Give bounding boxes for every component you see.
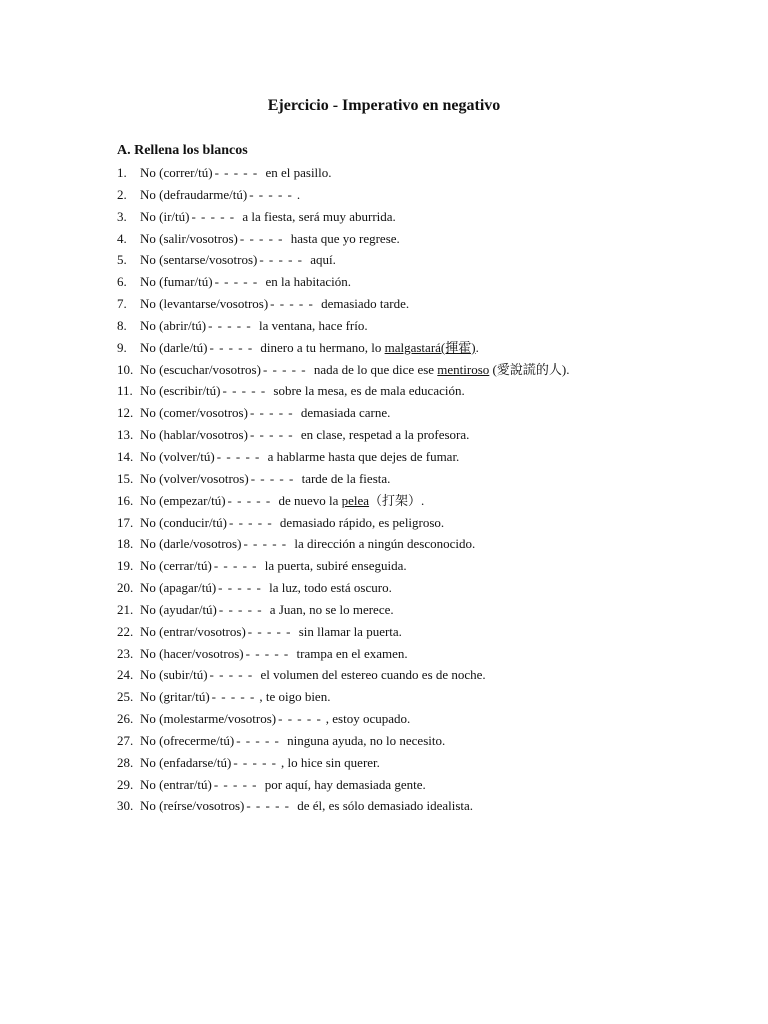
exercise-item — [117, 599, 737, 621]
exercise-continuation: de él, es sólo demasiado idealista. — [294, 798, 474, 814]
exercise-item — [117, 271, 737, 293]
exercise-continuation: ninguna ayuda, no lo necesito. — [283, 732, 446, 748]
exercise-continuation: aquí. — [307, 252, 336, 268]
exercise-continuation: de nuevo la — [275, 492, 342, 508]
exercise-item — [117, 337, 737, 359]
exercise-number: 12. — [117, 405, 134, 421]
exercise-prompt: No (volver/tú) — [140, 448, 215, 464]
exercise-prompt: No (reírse/vosotros) — [140, 798, 245, 814]
exercise-number: 6. — [117, 274, 127, 290]
exercise-item — [117, 533, 737, 555]
exercise-number: 21. — [117, 601, 134, 617]
exercise-prompt: No (salir/vosotros) — [140, 230, 238, 246]
exercise-number: 20. — [117, 580, 134, 596]
exercise-number: 27. — [117, 732, 134, 748]
fill-in-blank: - - - - - — [222, 383, 267, 399]
exercise-number: 17. — [117, 514, 134, 530]
exercise-item — [117, 228, 737, 250]
exercise-item — [117, 446, 737, 468]
fill-in-blank: - - - - - — [259, 252, 303, 268]
exercise-prompt: No (volver/vosotros) — [140, 470, 249, 486]
exercise-item — [117, 402, 737, 424]
exercise-item — [117, 774, 737, 796]
exercise-continuation: el volumen del estereo cuando es de noche. — [257, 667, 486, 683]
exercise-item — [117, 206, 737, 228]
exercise-prompt: No (molestarme/vosotros) — [140, 711, 277, 727]
exercise-list — [117, 162, 737, 817]
fill-in-blank: - - - - - — [247, 623, 292, 639]
exercise-prompt: No (ayudar/tú) — [140, 601, 217, 617]
exercise-number: 24. — [117, 667, 134, 683]
fill-in-blank: - - - - - — [218, 580, 262, 596]
exercise-continuation: en la habitación. — [262, 274, 352, 290]
exercise-number: 2. — [117, 186, 127, 202]
exercise-item — [117, 162, 737, 184]
exercise-prompt: No (comer/vosotros) — [140, 405, 248, 421]
exercise-continuation: . — [296, 186, 301, 202]
exercise-number: 23. — [117, 645, 134, 661]
fill-in-blank: - - - - - — [239, 230, 284, 246]
exercise-item — [117, 752, 737, 774]
exercise-continuation: en clase, respetad a la profesora. — [297, 427, 470, 443]
exercise-number: 3. — [117, 208, 127, 224]
exercise-number: 25. — [117, 689, 134, 705]
exercise-prompt: No (fumar/tú) — [140, 274, 213, 290]
exercise-number: 11. — [117, 383, 133, 399]
fill-in-blank: - - - - - — [214, 165, 259, 180]
fill-in-blank: - - - - - — [278, 711, 322, 727]
underlined-word: mentiroso — [437, 361, 490, 377]
exercise-item — [117, 686, 737, 708]
exercise-item — [117, 359, 737, 381]
exercise-number: 7. — [117, 296, 127, 312]
exercise-number: 8. — [117, 317, 127, 333]
exercise-item — [117, 468, 737, 490]
exercise-number: 29. — [117, 776, 134, 792]
exercise-continuation: en el pasillo. — [262, 165, 332, 180]
exercise-continuation: demasiado tarde. — [317, 296, 410, 312]
fill-in-blank: - - - - - — [245, 645, 290, 661]
exercise-prompt: No (abrir/tú) — [140, 317, 207, 333]
exercise-item — [117, 424, 737, 446]
fill-in-blank: - - - - - — [208, 317, 252, 333]
exercise-continuation: sobre la mesa, es de mala educación. — [270, 383, 465, 399]
fill-in-blank: - - - - - — [209, 667, 254, 683]
exercise-item — [117, 555, 737, 577]
exercise-continuation: , estoy ocupado. — [325, 711, 411, 727]
fill-in-blank: - - - - - — [213, 776, 258, 792]
exercise-item — [117, 664, 737, 686]
exercise-item — [117, 490, 737, 512]
exercise-continuation: la puerta, subiré enseguida. — [261, 558, 407, 574]
page-title: Ejercicio - Imperativo en negativo — [267, 97, 501, 114]
exercise-number: 28. — [117, 754, 134, 770]
exercise-prompt: No (subir/tú) — [140, 667, 208, 683]
fill-in-blank: - - - - - — [218, 601, 263, 617]
exercise-number: 16. — [117, 492, 134, 508]
exercise-number: 1. — [117, 165, 127, 180]
fill-in-blank: - - - - - — [213, 558, 258, 574]
exercise-prompt: No (darle/vosotros) — [140, 536, 242, 552]
fill-in-blank: - - - - - — [191, 208, 236, 224]
exercise-prompt: No (gritar/tú) — [140, 689, 210, 705]
fill-in-blank: - - - - - — [246, 798, 290, 814]
exercise-item — [117, 621, 737, 643]
exercise-continuation: hasta que yo regrese. — [287, 230, 400, 246]
exercise-continuation: , lo hice sin querer. — [280, 754, 380, 770]
exercise-continuation: a Juan, no se lo merece. — [266, 601, 394, 617]
exercise-continuation: sin llamar la puerta. — [295, 623, 402, 639]
exercise-continuation: , te oigo bien. — [259, 689, 331, 705]
exercise-prompt: No (escribir/tú) — [140, 383, 221, 399]
fill-in-blank: - - - - - — [249, 405, 294, 421]
exercise-continuation: la dirección a ningún desconocido. — [291, 536, 476, 552]
exercise-prompt: No (conducir/tú) — [140, 514, 228, 530]
exercise-prompt: No (hacer/vosotros) — [140, 645, 244, 661]
exercise-prompt: No (sentarse/vosotros) — [140, 252, 258, 268]
exercise-prompt: No (hablar/vosotros) — [140, 427, 248, 443]
exercise-prompt: No (ir/tú) — [140, 208, 190, 224]
exercise-item — [117, 315, 737, 337]
exercise-item — [117, 730, 737, 752]
exercise-prompt: No (levantarse/vosotros) — [140, 296, 269, 312]
exercise-number: 26. — [117, 711, 134, 727]
exercise-prompt: No (entrar/tú) — [140, 776, 212, 792]
exercise-item — [117, 512, 737, 534]
underlined-word: pelea — [341, 492, 370, 508]
fill-in-blank: - - - - - — [249, 427, 294, 443]
exercise-item — [117, 249, 737, 271]
exercise-number: 22. — [117, 623, 134, 639]
exercise-continuation: demasiada carne. — [297, 405, 391, 421]
exercise-item — [117, 184, 737, 206]
exercise-continuation: a hablarme hasta que dejes de fumar. — [264, 448, 460, 464]
exercise-number: 4. — [117, 230, 127, 246]
exercise-tail: (愛說謊的人). — [489, 361, 570, 377]
section-heading: A. Rellena los blancos — [117, 143, 248, 158]
exercise-number: 9. — [117, 339, 127, 355]
exercise-prompt: No (ofrecerme/tú) — [140, 732, 235, 748]
exercise-prompt: No (correr/tú) — [140, 165, 213, 180]
exercise-number: 14. — [117, 448, 134, 464]
fill-in-blank: - - - - - — [270, 296, 314, 312]
exercise-prompt: No (darle/tú) — [140, 339, 208, 355]
exercise-prompt: No (escuchar/vosotros) — [140, 361, 261, 377]
exercise-prompt: No (enfadarse/tú) — [140, 754, 232, 770]
exercise-prompt: No (entrar/vosotros) — [140, 623, 246, 639]
exercise-tail: . — [475, 339, 479, 355]
fill-in-blank: - - - - - — [216, 448, 261, 464]
exercise-number: 13. — [117, 427, 134, 443]
exercise-continuation: la luz, todo está oscuro. — [265, 580, 392, 596]
fill-in-blank: - - - - - — [209, 339, 254, 355]
fill-in-blank: - - - - - — [250, 470, 295, 486]
exercise-number: 18. — [117, 536, 134, 552]
exercise-item — [117, 708, 737, 730]
exercise-number: 10. — [117, 361, 134, 377]
fill-in-blank: - - - - - — [229, 514, 273, 530]
exercise-continuation: la ventana, hace frío. — [255, 317, 368, 333]
fill-in-blank: - - - - - — [214, 274, 259, 290]
exercise-continuation: dinero a tu hermano, lo — [257, 339, 385, 355]
exercise-continuation: demasiado rápido, es peligroso. — [276, 514, 445, 530]
exercise-tail: （打架）. — [369, 492, 425, 508]
exercise-number: 15. — [117, 470, 134, 486]
exercise-continuation: por aquí, hay demasiada gente. — [261, 776, 426, 792]
exercise-number: 19. — [117, 558, 134, 574]
fill-in-blank: - - - - - — [249, 186, 293, 202]
exercise-continuation: tarde de la fiesta. — [298, 470, 391, 486]
exercise-item — [117, 380, 737, 402]
exercise-item — [117, 795, 737, 817]
exercise-item — [117, 577, 737, 599]
exercise-prompt: No (defraudarme/tú) — [140, 186, 248, 202]
fill-in-blank: - - - - - — [262, 361, 307, 377]
exercise-prompt: No (empezar/tú) — [140, 492, 226, 508]
exercise-prompt: No (apagar/tú) — [140, 580, 217, 596]
exercise-continuation: a la fiesta, será muy aburrida. — [239, 208, 396, 224]
fill-in-blank: - - - - - — [243, 536, 288, 552]
fill-in-blank: - - - - - — [227, 492, 272, 508]
underlined-word: malgastará(揮霍) — [384, 339, 476, 355]
fill-in-blank: - - - - - — [233, 754, 277, 770]
exercise-prompt: No (cerrar/tú) — [140, 558, 212, 574]
exercise-item — [117, 643, 737, 665]
exercise-number: 30. — [117, 798, 134, 814]
exercise-continuation: trampa en el examen. — [293, 645, 408, 661]
fill-in-blank: - - - - - — [236, 732, 280, 748]
exercise-number: 5. — [117, 252, 127, 268]
fill-in-blank: - - - - - — [211, 689, 256, 705]
exercise-continuation: nada de lo que dice ese — [310, 361, 438, 377]
exercise-item — [117, 293, 737, 315]
